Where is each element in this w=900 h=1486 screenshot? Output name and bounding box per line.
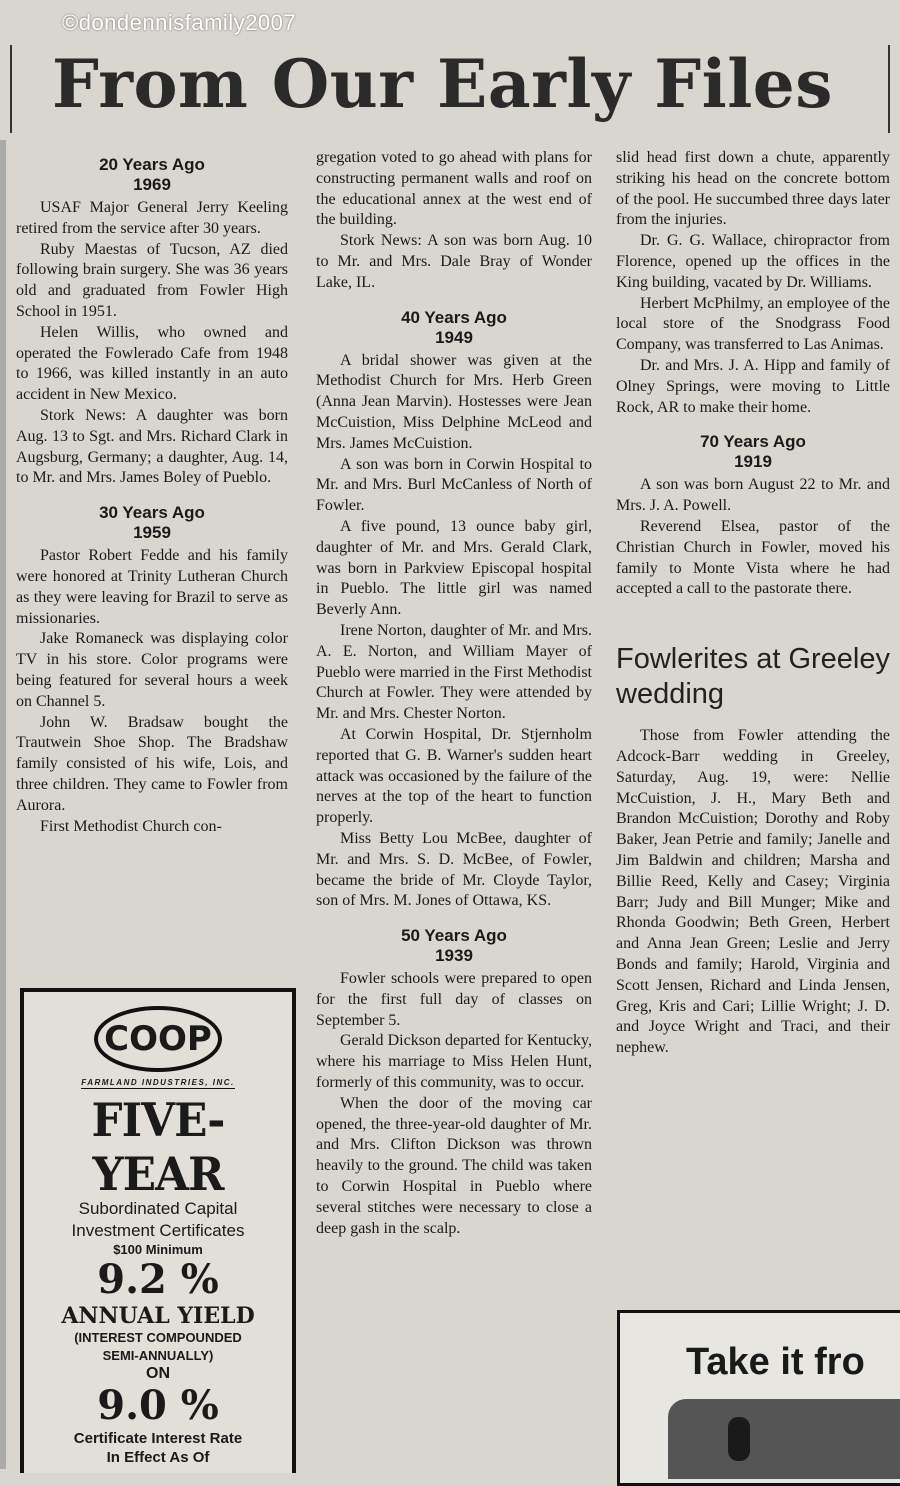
column-3 <box>616 148 890 1059</box>
article-headline: Fowlerites at Greeley wedding <box>616 643 890 711</box>
section-label: 50 Years Ago <box>401 926 507 946</box>
news-item: Irene Norton, daughter of Mr. and Mrs. A. E. Norton, and William Mayer of Pueblo were married in the First Methodist Church at Fowler. They were attended by Mr. and Mrs. Chester Norton. <box>316 621 592 723</box>
ad-effect-label: In Effect As Of <box>106 1449 210 1466</box>
section-label: 70 Years Ago <box>700 432 806 452</box>
news-item: Dr. G. G. Wallace, chiropractor from Florence, opened up the offices in the King building, vacated by Dr. Williams. <box>616 232 890 291</box>
section-label: 20 Years Ago <box>99 155 205 174</box>
ad-rate-yield: 9.2 % <box>97 1256 219 1303</box>
news-item: Those from Fowler attending the Adcock-Barr wedding in Greeley, Saturday, Aug. 19, were: Nellie McCuistion, J. H., Mary Beth and Brandon McCuistion; Dorothy and Roby Baker, Jean Petrie and family; Janelle and Jim Baldwin and children; Marsha and Billie Reed, Kelly and Casey; Virginia Barr; Judy and Bill Munger; Mike and Rhonda Goodwin; Beth Green, Herbert and Anna Jean Green; Leslie and Jerry Bonds and family; Harold, Virginia and Scott Jensen, Richard and Linda Jensen, Greg, Kris and Cari; Lillie Wright; J. D. and Joyce Wright and Traci, and their nephew. <box>616 727 890 1057</box>
section-year: 1969 <box>133 175 171 194</box>
column-2 <box>316 148 592 1239</box>
ad-annual-yield: ANNUAL YIELD <box>61 1303 255 1329</box>
news-item: Helen Willis, who owned and operated the Fowlerado Cafe from 1948 to 1966, was killed instantly in an auto accident in New Mexico. <box>16 323 288 404</box>
section-heading <box>316 926 592 966</box>
section-heading <box>16 503 288 543</box>
news-item: A bridal shower was given at the Methodist Church for Mrs. Herb Green (Anna Jean Marvin). Hostesses were Jean McCuistion, Miss Delphine McLeod and Mrs. James McCuistion. <box>316 351 592 452</box>
ad-rate-certificate: 9.0 % <box>97 1382 219 1429</box>
news-item: Stork News: A son was born Aug. 10 to Mr. and Mrs. Dale Bray of Wonder Lake, IL. <box>316 232 592 291</box>
news-item: Pastor Robert Fedde and his family were honored at Trinity Lutheran Church as they were leaving for Brazil to serve as missionaries. <box>16 547 288 627</box>
coop-logo: COOP <box>94 1006 222 1072</box>
news-item: At Corwin Hospital, Dr. Stjernholm reported that G. B. Warner's sudden heart attack was occasioned by the failure of the nerves at the top of the heart to function properly. <box>316 725 592 827</box>
news-item: First Methodist Church con- <box>40 817 222 835</box>
watermark: ©dondennisfamily2007 <box>62 10 297 35</box>
masthead-title: From Our Early Files <box>52 45 833 123</box>
news-item: Dr. and Mrs. J. A. Hipp and family of Olney Springs, were moving to Little Rock, AR to make their home. <box>616 356 890 416</box>
news-item: A son was born in Corwin Hospital to Mr. and Mrs. Burl McCanless of North of Fowler. <box>316 455 592 515</box>
ad-compound-line1: (INTEREST COMPOUNDED <box>74 1330 242 1345</box>
ad-headline-line1: FIVE- <box>91 1093 225 1147</box>
section-heading <box>616 432 890 472</box>
promo-photo <box>668 1399 900 1479</box>
page-fold-shadow <box>0 140 6 1469</box>
ad-on: ON <box>146 1365 170 1382</box>
section-label: 40 Years Ago <box>401 307 507 327</box>
section-year: 1919 <box>734 452 772 472</box>
ad-cert-rate-label: Certificate Interest Rate <box>73 1430 243 1447</box>
column-1 <box>16 155 288 837</box>
ad-headline-line2: YEAR <box>92 1147 224 1201</box>
news-item: When the door of the moving car opened, the three-year-old daughter of Mr. and Mrs. Clifton Dickson was thrown heavily to the ground. The child was taken to Corwin Hospital in Pueblo where several stitches were necessary to close a deep gash in the scalp. <box>316 1094 592 1237</box>
news-item: Fowler schools were prepared to open for the first full day of classes on September 5. <box>316 970 592 1029</box>
section-year: 1939 <box>435 946 473 966</box>
news-item: Jake Romaneck was displaying color TV in his store. Color programs were being featured for several hours a week on Channel 5. <box>16 630 288 710</box>
section-label: 30 Years Ago <box>99 503 205 523</box>
ad-compound-line2: SEMI-ANNUALLY) <box>102 1348 214 1363</box>
news-item: Stork News: A daughter was born Aug. 13 to Sgt. and Mrs. Richard Clark in Augsburg, Germany; a daughter, Aug. 14, to Mr. and Mrs. James Boley of Pueblo. <box>16 406 288 487</box>
section-heading <box>316 308 592 348</box>
news-item: gregation voted to go ahead with plans for constructing permanent walls and roof on the educational annex at the west end of the building. <box>316 149 592 229</box>
ad-subtitle-line1: Subordinated Capital <box>78 1199 238 1218</box>
masthead <box>10 45 890 133</box>
section-year: 1949 <box>435 327 473 347</box>
news-item: USAF Major General Jerry Keeling retired from the service after 30 years. <box>16 199 288 237</box>
news-item: slid head first down a chute, apparently striking his head on the concrete bottom of the pool. He succumbed three days later from the injuries. <box>616 149 890 229</box>
section-heading <box>16 155 288 195</box>
company-name: FARMLAND INDUSTRIES, INC. <box>81 1078 235 1087</box>
promo-box <box>617 1310 900 1486</box>
coop-advertisement <box>20 988 296 1473</box>
news-item: Gerald Dickson departed for Kentucky, where his marriage to Miss Helen Hunt, formerly of this community, was to occur. <box>316 1032 592 1092</box>
news-item: John W. Bradsaw bought the Trautwein Shoe Shop. The Bradshaw family consisted of his wife, Lois, and three children. They came to Fowler from Aurora. <box>16 713 288 814</box>
news-item: Ruby Maestas of Tucson, AZ died following brain surgery. She was 36 years old and graduated from Fowler High School in 1951. <box>16 240 288 320</box>
news-item: Miss Betty Lou McBee, daughter of Mr. and Mrs. S. D. McBee, of Fowler, became the bride of Mr. Cloyde Taylor, son of Mrs. M. Jones of Ottawa, KS. <box>316 829 592 910</box>
news-item: Reverend Elsea, pastor of the Christian Church in Fowler, moved his family to Monte Vista where he had accepted a call to the pastorate there. <box>616 517 890 598</box>
ad-subtitle-line2: Investment Certificates <box>71 1221 245 1240</box>
news-item: A son was born August 22 to Mr. and Mrs. J. A. Powell. <box>616 476 890 515</box>
news-item: A five pound, 13 ounce baby girl, daughter of Mr. and Mrs. Gerald Clark, was born in Parkview Episcopal hospital in Pueblo. The little girl was named Beverly Ann. <box>316 517 592 619</box>
ad-minimum: $100 Minimum <box>113 1242 203 1257</box>
news-item: Herbert McPhilmy, an employee of the local store of the Snodgrass Food Company, was transferred to Las Animas. <box>616 294 890 354</box>
promo-title: Take it fro <box>686 1341 865 1383</box>
section-year: 1959 <box>133 523 171 543</box>
